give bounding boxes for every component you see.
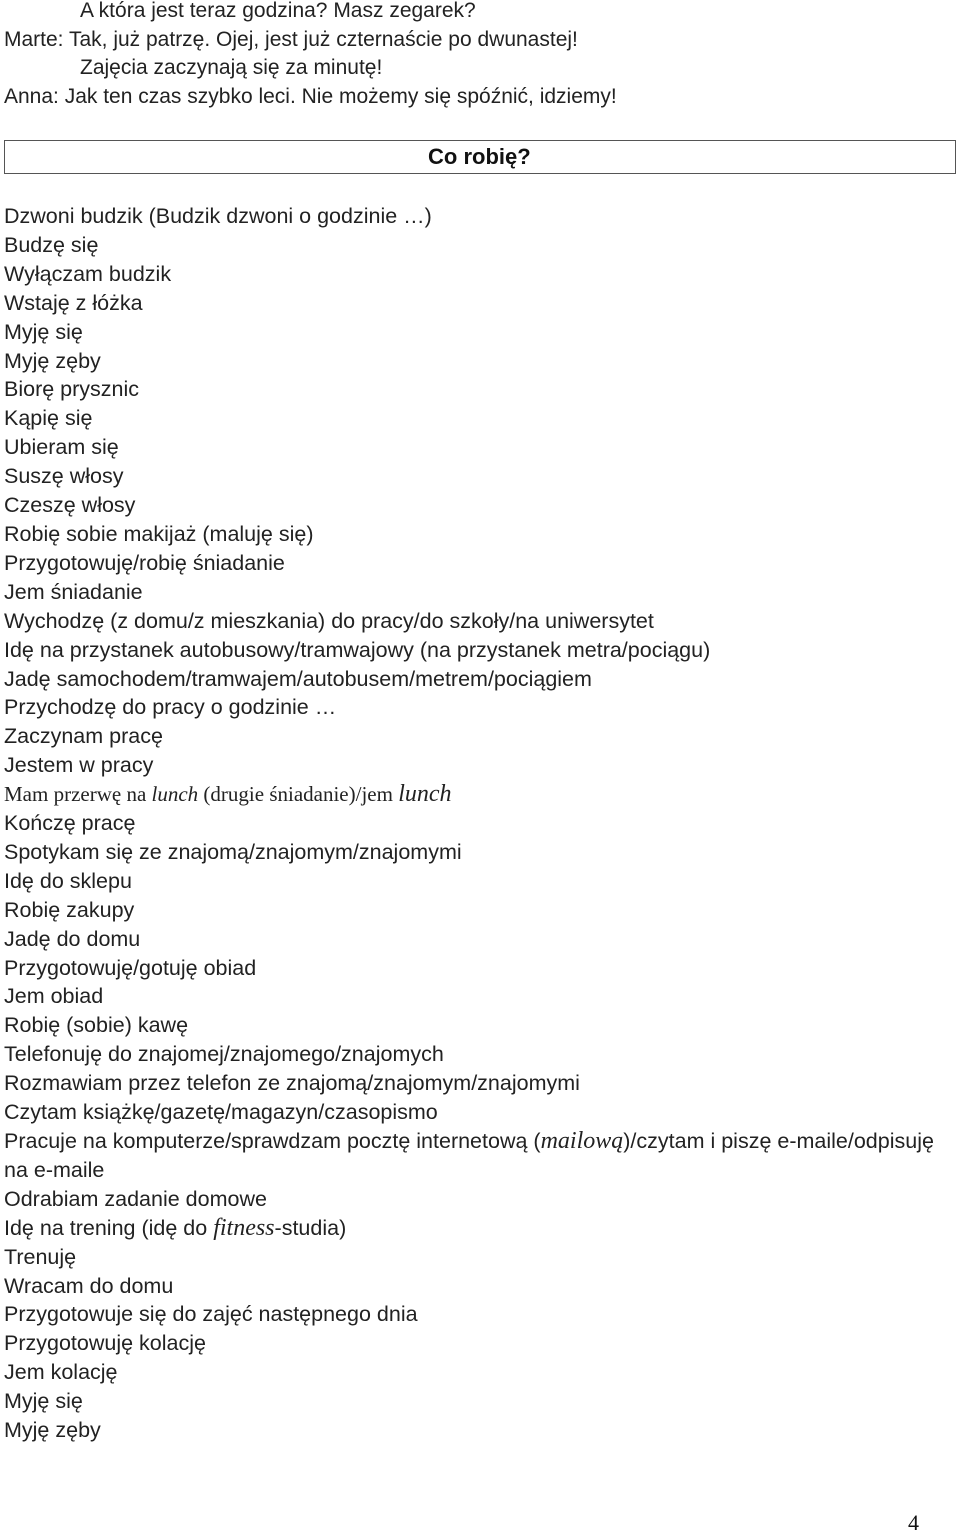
activity-item: Kąpię się (4, 406, 93, 431)
activity-list (4, 202, 944, 1445)
activity-item: Budzę się (4, 232, 99, 257)
activity-item: Przychodzę do pracy o godzinie … (4, 695, 337, 720)
activity-item: Wychodzę (z domu/z mieszkania) do pracy/do szkoły/na uniwersytet (4, 608, 654, 633)
activity-item: Czeszę włosy (4, 493, 136, 518)
section-title: Co robię? (428, 144, 531, 169)
activity-item: Ubieram się (4, 435, 119, 460)
activity-item: Czytam książkę/gazetę/magazyn/czasopismo (4, 1100, 438, 1125)
activity-item: Jem śniadanie (4, 579, 143, 604)
activity-item: Wracam do domu (4, 1273, 174, 1298)
dialogue-line: Marte: Tak, już patrzę. Ojej, jest już czternaście po dwunastej! (4, 27, 578, 51)
activity-item: Suszę włosy (4, 464, 124, 489)
activity-item: Rozmawiam przez telefon ze znajomą/znajomym/znajomymi (4, 1071, 580, 1096)
dialogue-line: Zajęcia zaczynają się za minutę! (80, 56, 383, 80)
activity-item: Wstaję z łóżka (4, 290, 143, 315)
lunch-text: (drugie śniadanie)/jem (198, 782, 399, 807)
activity-item: Przygotowuję/gotuję obiad (4, 955, 257, 980)
activity-item: Myję zęby (4, 348, 101, 373)
activity-item: Robię sobie makijaż (maluję się) (4, 521, 314, 546)
activity-item: Przygotowuję kolację (4, 1331, 206, 1356)
activity-item: Myję się (4, 319, 83, 344)
dialogue-line: Anna: Jak ten czas szybko leci. Nie możemy się spóźnić, idziemy! (4, 84, 617, 108)
activity-item-fitness (4, 1214, 944, 1243)
activity-item: Przygotowuję/robię śniadanie (4, 550, 285, 575)
lunch-italic: lunch (151, 782, 199, 807)
activity-item-computer (4, 1127, 944, 1185)
page-number: 4 (908, 1510, 919, 1535)
activity-item: Wyłączam budzik (4, 261, 172, 286)
activity-item: Myję się (4, 1389, 83, 1414)
activity-item: Jadę samochodem/tramwajem/autobusem/metrem/pociągiem (4, 666, 592, 691)
activity-item: Dzwoni budzik (Budzik dzwoni o godzinie …) (4, 204, 432, 228)
activity-item: Telefonuję do znajomej/znajomego/znajomych (4, 1042, 444, 1067)
activity-item: Kończę pracę (4, 811, 136, 836)
fitness-italic: fitness (213, 1214, 275, 1241)
activity-item: Robię (sobie) kawę (4, 1013, 189, 1038)
activity-item: Spotykam się ze znajomą/znajomym/znajomymi (4, 839, 462, 864)
activity-item: Jem kolację (4, 1360, 118, 1385)
computer-italic: mailową (540, 1128, 624, 1154)
activity-item: Jadę do domu (4, 926, 141, 951)
activity-item: Trenuję (4, 1244, 77, 1269)
dialogue-line: A która jest teraz godzina? Masz zegarek? (80, 0, 476, 22)
activity-item: Przygotowuje się do zajęć następnego dnia (4, 1302, 418, 1327)
fitness-text: Idę na trening (idę do (4, 1215, 214, 1240)
computer-text: )/czytam i piszę e-maile/odpisuję na e-maile (4, 1129, 934, 1182)
dialogue-block (4, 0, 617, 111)
lunch-text: Mam przerwę na (4, 782, 152, 807)
activity-item: Odrabiam zadanie domowe (4, 1186, 267, 1211)
activity-item-lunch (4, 780, 944, 809)
activity-item: Idę na przystanek autobusowy/tramwajowy (na przystanek metra/pociągu) (4, 637, 711, 662)
activity-item: Myję zęby (4, 1418, 101, 1443)
fitness-text: -studia) (274, 1215, 347, 1240)
activity-item: Zaczynam pracę (4, 724, 163, 749)
activity-item: Jem obiad (4, 984, 104, 1009)
activity-item: Robię zakupy (4, 897, 135, 922)
activity-item: Biorę prysznic (4, 377, 140, 402)
computer-text: Pracuje na komputerze/sprawdzam pocztę internetową ( (4, 1129, 541, 1153)
lunch-italic: lunch (398, 781, 452, 808)
activity-item: Jestem w pracy (4, 753, 154, 778)
activity-item: Idę do sklepu (4, 868, 132, 893)
